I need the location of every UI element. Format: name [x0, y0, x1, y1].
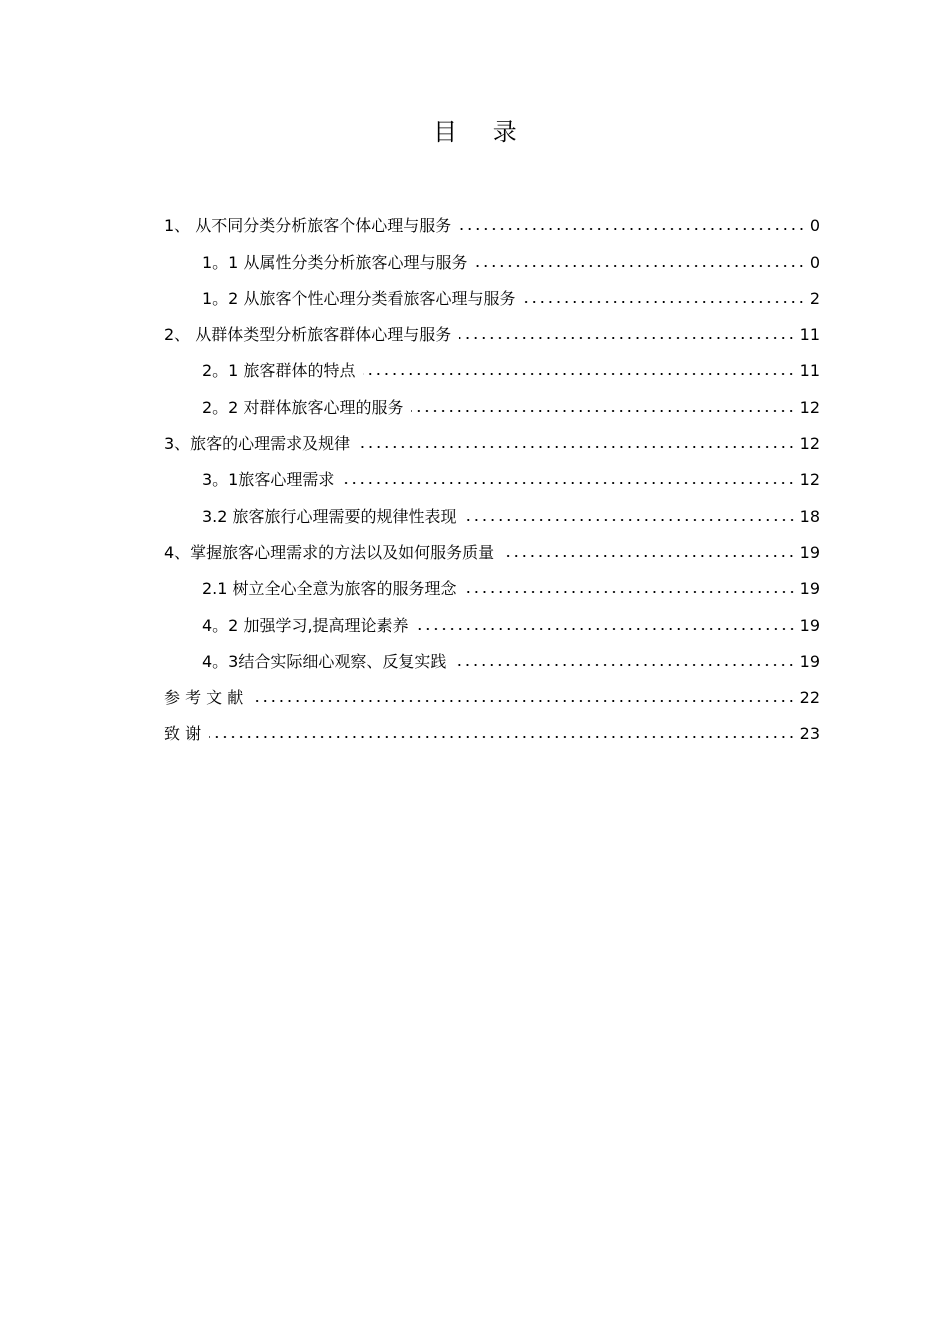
toc-leader-dots — [358, 445, 795, 449]
toc-entry-text: 1、 从不同分类分析旅客个体心理与服务 — [164, 216, 452, 236]
toc-entry-text: 2。1 旅客群体的特点 — [202, 361, 356, 381]
toc-entry-text: 2、 从群体类型分析旅客群体心理与服务 — [164, 325, 452, 345]
toc-entry-text: 4。3结合实际细心观察、反复实践 — [202, 651, 447, 671]
toc-entry[interactable] — [164, 420, 820, 456]
toc-page-number: 22 — [799, 688, 820, 708]
toc-leader-dots — [454, 663, 795, 667]
toc-entry-text: 2.1 树立全心全意为旅客的服务理念 — [202, 579, 457, 599]
toc-entry-text: 2。2 对群体旅客心理的服务 — [202, 397, 404, 417]
toc-page-number: 19 — [799, 615, 820, 635]
toc-leader-dots — [251, 699, 795, 703]
toc-entry-text: 致 谢 — [164, 724, 202, 744]
toc-entry[interactable] — [164, 456, 820, 492]
toc-entry[interactable] — [164, 311, 820, 347]
toc-page-number: 23 — [799, 724, 820, 744]
toc-leader-dots — [363, 372, 795, 376]
toc-page-number: 19 — [799, 542, 820, 562]
toc-entry[interactable] — [164, 565, 820, 601]
toc-page-number: 11 — [799, 361, 820, 381]
toc-entry[interactable] — [164, 347, 820, 383]
toc-title: 目 录 — [433, 118, 531, 146]
table-of-contents — [164, 202, 820, 746]
toc-entry[interactable] — [164, 638, 820, 674]
toc-entry[interactable] — [164, 202, 820, 238]
toc-leader-dots — [459, 227, 806, 231]
toc-page-number: 12 — [799, 434, 820, 454]
toc-leader-dots — [417, 627, 796, 631]
toc-entry-text: 3.2 旅客旅行心理需要的规律性表现 — [202, 506, 457, 526]
toc-page-number: 0 — [809, 216, 820, 236]
toc-page-number: 2 — [809, 288, 820, 308]
toc-page-number: 18 — [799, 506, 820, 526]
toc-leader-dots — [465, 518, 796, 522]
toc-entry[interactable] — [164, 710, 820, 746]
toc-page-number: 0 — [809, 252, 820, 272]
toc-leader-dots — [459, 336, 795, 340]
toc-entry[interactable] — [164, 492, 820, 528]
toc-entry[interactable] — [164, 238, 820, 274]
toc-entry[interactable] — [164, 674, 820, 710]
toc-leader-dots — [465, 590, 796, 594]
toc-entry-text: 4、掌握旅客心理需求的方法以及如何服务质量 — [164, 542, 495, 562]
toc-entry-text: 1。2 从旅客个性心理分类看旅客心理与服务 — [202, 288, 516, 308]
toc-leader-dots — [209, 735, 796, 739]
toc-leader-dots — [342, 481, 795, 485]
toc-page-number: 19 — [799, 651, 820, 671]
toc-leader-dots — [502, 554, 795, 558]
toc-entry[interactable] — [164, 275, 820, 311]
toc-entry[interactable] — [164, 601, 820, 637]
toc-page-number: 19 — [799, 579, 820, 599]
toc-entry[interactable] — [164, 529, 820, 565]
toc-page-number: 11 — [799, 325, 820, 345]
toc-leader-dots — [411, 409, 795, 413]
toc-leader-dots — [475, 264, 805, 268]
toc-entry-text: 3。1旅客心理需求 — [202, 470, 335, 490]
toc-entry-text: 4。2 加强学习,提高理论素养 — [202, 615, 409, 635]
toc-entry-text: 参 考 文 献 — [164, 688, 244, 708]
toc-page-number: 12 — [799, 397, 820, 417]
toc-entry[interactable] — [164, 383, 820, 419]
toc-page-number: 12 — [799, 470, 820, 490]
toc-entry-text: 3、旅客的心理需求及规律 — [164, 434, 351, 454]
toc-leader-dots — [523, 300, 805, 304]
toc-entry-text: 1。1 从属性分类分析旅客心理与服务 — [202, 252, 468, 272]
